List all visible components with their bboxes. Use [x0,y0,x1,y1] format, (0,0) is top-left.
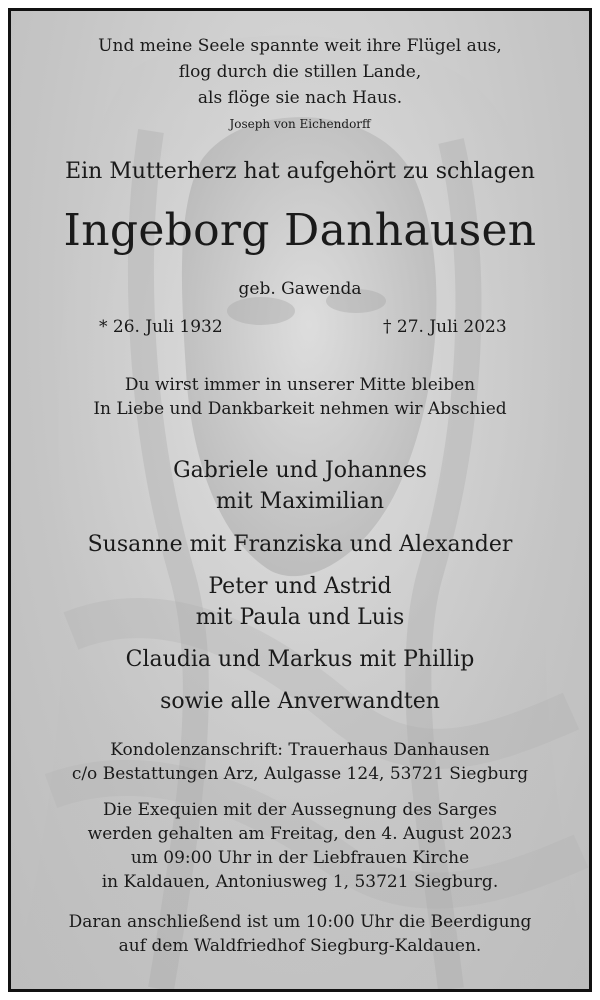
obituary-notice [8,8,592,992]
maiden-name: geb. Gawenda [238,279,362,299]
farewell-line: In Liebe und Dankbarkeit nehmen wir Abschied [93,399,507,419]
condolence-line: Kondolenzanschrift: Trauerhaus Danhausen [110,740,490,760]
burial-line: auf dem Waldfriedhof Siegburg-Kaldauen. [118,936,482,956]
headline: Ein Mutterherz hat aufgehört zu schlagen [65,159,535,184]
farewell-line: Du wirst immer in unserer Mitte bleiben [124,375,476,395]
exequies-line: Die Exequien mit der Aussegnung des Sarges [103,800,497,820]
poem-line: als flöge sie nach Haus. [197,88,403,108]
family-member: Peter und Astrid [208,574,392,599]
family-member: mit Maximilian [215,489,385,514]
notice-content [11,11,589,989]
life-dates [11,317,589,341]
poem-line: Und meine Seele spannte weit ihre Flügel aus, [98,36,502,56]
burial-line: Daran anschließend ist um 10:00 Uhr die Beerdigung [68,912,532,932]
family-member: Gabriele und Johannes [173,458,427,483]
condolence-line: c/o Bestattungen Arz, Aulgasse 124, 53721 Siegburg [71,764,529,784]
family-member: sowie alle Anverwandten [160,689,440,714]
deceased-name: Ingeborg Danhausen [63,205,537,256]
poem-line: flog durch die stillen Lande, [178,62,422,82]
poem-author: Joseph von Eichendorff [229,117,371,131]
exequies-line: um 09:00 Uhr in der Liebfrauen Kirche [130,848,470,868]
family-member: mit Paula und Luis [195,605,405,630]
death-date: † 27. Juli 2023 [383,317,507,337]
exequies-line: werden gehalten am Freitag, den 4. August 2023 [87,824,513,844]
family-member: Claudia und Markus mit Phillip [125,647,475,672]
family-member: Susanne mit Franziska und Alexander [87,532,513,557]
exequies-line: in Kaldauen, Antoniusweg 1, 53721 Siegburg. [101,872,499,892]
birth-date: * 26. Juli 1932 [99,317,223,337]
